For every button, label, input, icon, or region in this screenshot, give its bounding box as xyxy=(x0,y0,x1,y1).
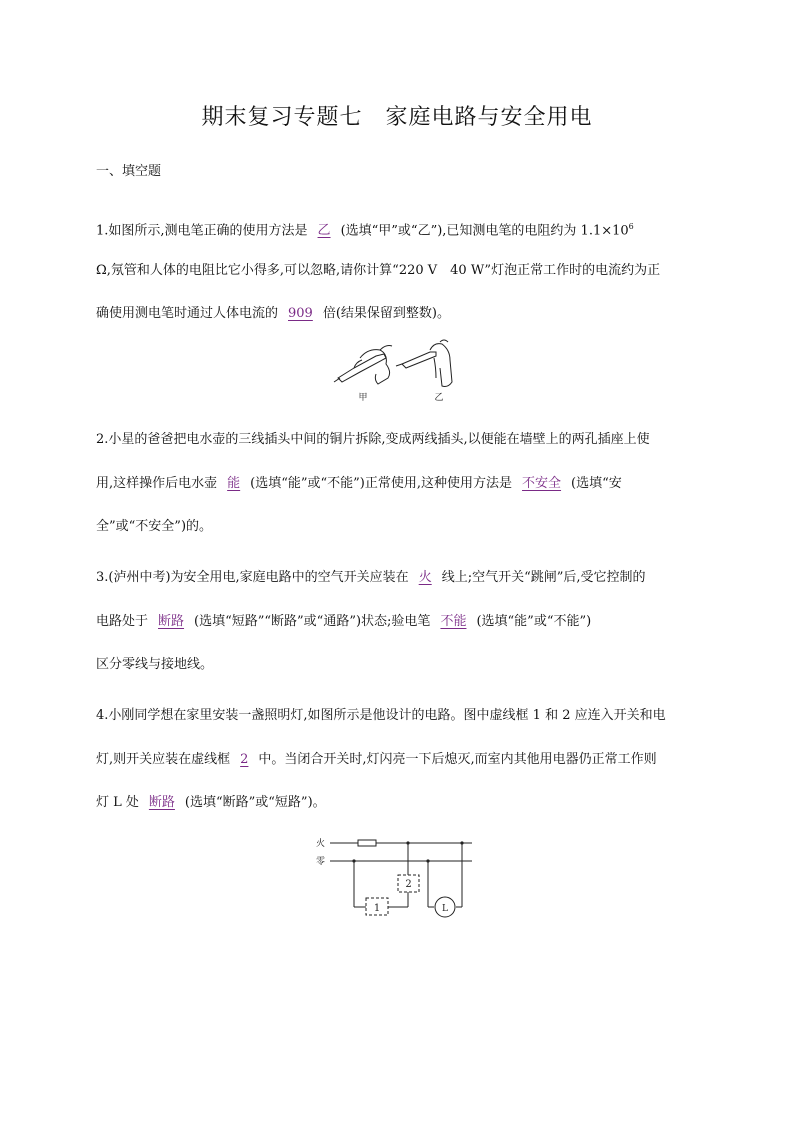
question-text: (选填“安 xyxy=(571,475,622,491)
question-3 xyxy=(96,567,706,698)
question-1 xyxy=(96,216,706,347)
question-4-line-2 xyxy=(96,749,706,771)
box-1-label: 1 xyxy=(373,903,381,914)
question-1-line-2: Ω,氖管和人体的电阻比它小得多,可以忽略,请你计算“220 V 40 W”灯泡正常工作时的电流约为正 xyxy=(96,262,661,278)
question-text: 用,这样操作后电水壶 xyxy=(96,475,218,491)
question-text: 确使用测电笔时通过人体电流的 xyxy=(96,306,279,321)
answer-blank: 不安全 xyxy=(522,475,562,491)
question-2-line-1: 2.小星的爸爸把电水壶的三线插头中间的铜片拆除,变成两线插头,以便能在墙壁上的两孔插座上使 xyxy=(96,432,650,447)
circuit-diagram xyxy=(314,832,480,918)
question-4 xyxy=(96,705,706,836)
question-3-line-2 xyxy=(96,611,706,633)
question-text: (选填“能”或“不能”) xyxy=(476,613,592,629)
answer-blank: 不能 xyxy=(440,613,467,629)
question-text: 灯 L 处 xyxy=(96,795,139,810)
question-text: 灯,则开关应装在虚线框 xyxy=(96,751,231,767)
section-heading: 一、填空题 xyxy=(96,164,162,179)
question-2 xyxy=(96,429,706,560)
answer-blank: 能 xyxy=(227,475,241,491)
figure-label-yi: 乙 xyxy=(434,393,444,403)
question-text: (选填“甲”或“乙”),已知测电笔的电阻约为 1.1×10 xyxy=(340,223,629,239)
question-3-line-1 xyxy=(96,567,706,589)
question-1-line-3 xyxy=(96,303,706,325)
answer-blank: 火 xyxy=(418,570,432,585)
question-text: 1.如图所示,测电笔正确的使用方法是 xyxy=(96,223,308,239)
question-1-line-1 xyxy=(96,216,706,238)
answer-blank: 乙 xyxy=(317,223,331,239)
answer-blank: 909 xyxy=(288,306,313,321)
question-text: 中。当闭合开关时,灯闪亮一下后熄灭,而室内其他用电器仍正常工作则 xyxy=(258,751,657,767)
question-4-line-3 xyxy=(96,792,706,814)
question-text: (选填“断路”或“短路”)。 xyxy=(184,795,326,810)
question-4-line-1: 4.小刚同学想在家里安装一盏照明灯,如图所示是他设计的电路。图中虚线框 1 和 2 应连入开关和电 xyxy=(96,708,666,723)
question-text: 3.(泸州中考)为安全用电,家庭电路中的空气开关应装在 xyxy=(96,570,409,585)
answer-blank: 断路 xyxy=(158,613,185,629)
neutral-wire-label: 零 xyxy=(316,857,326,867)
answer-blank: 断路 xyxy=(148,795,175,810)
test-pen-figure xyxy=(330,338,470,404)
live-wire-label: 火 xyxy=(316,839,326,849)
question-text: (选填“短路”“断路”或“通路”)状态;验电笔 xyxy=(194,613,431,629)
answer-blank: 2 xyxy=(240,751,249,767)
lamp-label: L xyxy=(442,904,448,914)
question-3-line-3: 区分零线与接地线。 xyxy=(96,657,214,672)
question-text: 倍(结果保留到整数)。 xyxy=(322,306,450,321)
question-text: (选填“能”或“不能”)正常使用,这种使用方法是 xyxy=(250,475,513,491)
question-2-line-3: 全”或“不安全”)的。 xyxy=(96,519,213,534)
question-text: 电路处于 xyxy=(96,613,149,629)
exponent: 6 xyxy=(628,222,634,231)
question-2-line-2 xyxy=(96,473,706,495)
question-text: 线上;空气开关“跳闸”后,受它控制的 xyxy=(441,570,646,585)
box-2-label: 2 xyxy=(405,879,412,890)
figure-label-jia: 甲 xyxy=(358,393,368,403)
page-title: 期末复习专题七 家庭电路与安全用电 xyxy=(201,105,593,130)
